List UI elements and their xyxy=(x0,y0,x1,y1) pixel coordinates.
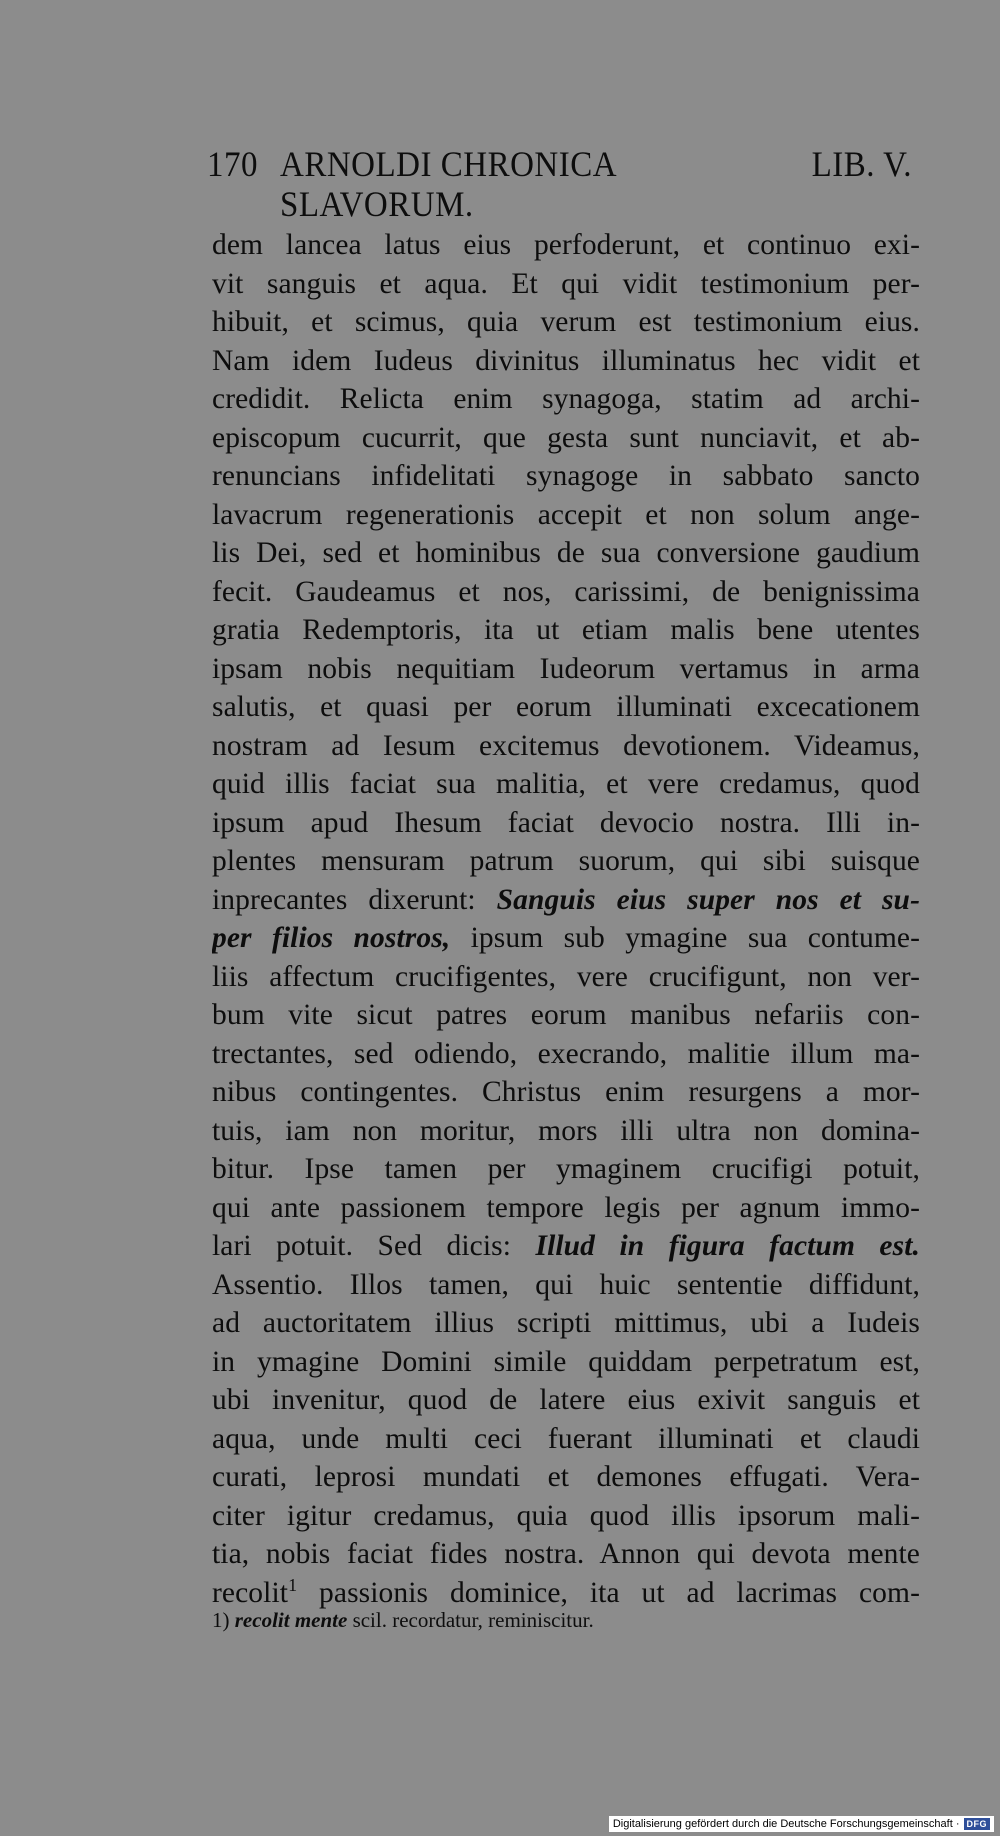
text-line: lis Dei, sed et hominibus de sua conversione gaudium xyxy=(212,537,920,569)
text-line: Nam idem Iudeus divinitus illuminatus hec vidit et xyxy=(212,344,920,377)
text-line: qui ante passionem tempore legis per agnum immo- xyxy=(212,1191,920,1224)
text-line xyxy=(212,1574,920,1613)
line-text: lari potuit. Sed dicis: xyxy=(212,1230,536,1262)
text-line: plentes mensuram patrum suorum, qui sibi suisque xyxy=(212,845,920,877)
text-line: renuncians infidelitati synagoge in sabbato sancto xyxy=(212,460,920,492)
text-line: nostram ad Iesum excitemus devotionem. Videamus, xyxy=(212,729,920,762)
text-line: aqua, unde multi ceci fuerant illuminati et claudi xyxy=(212,1422,920,1455)
text-line xyxy=(212,1227,920,1266)
text-line: Assentio. Illos tamen, qui huic sententie diffidunt, xyxy=(212,1268,920,1301)
dfg-logo-icon: DFG xyxy=(964,1818,991,1830)
book-number: LIB. V. xyxy=(811,146,912,185)
italic-quotation: Sanguis eius super nos et su- xyxy=(496,883,920,916)
footnote xyxy=(212,1608,594,1633)
text-line: tuis, iam non moritur, mors illi ultra non domina- xyxy=(212,1114,920,1147)
text-line: fecit. Gaudeamus et nos, carissimi, de benignissima xyxy=(212,575,920,608)
footnote-text: scil. recordatur, reminiscitur. xyxy=(347,1608,594,1632)
text-line: hibuit, et scimus, quia verum est testimonium eius. xyxy=(212,306,920,338)
text-line: dem lancea latus eius perfoderunt, et continuo exi- xyxy=(212,229,920,261)
text-line: ipsum apud Ihesum faciat devocio nostra. Illi in- xyxy=(212,806,920,839)
text-line: bitur. Ipse tamen per ymaginem crucifigi potuit, xyxy=(212,1153,920,1185)
line-text: ipsum sub ymagine sua contume- xyxy=(450,922,920,954)
text-line: in ymagine Domini simile quiddam perpetratum est, xyxy=(212,1345,920,1378)
text-line: citer igitur credamus, quia quod illis ipsorum mali- xyxy=(212,1499,920,1532)
text-line: episcopum cucurrit, que gesta sunt nunciavit, et ab- xyxy=(212,421,920,454)
text-line xyxy=(212,919,920,958)
text-line: lavacrum regenerationis accepit et non solum ange- xyxy=(212,498,920,531)
line-text: inprecantes dixerunt: xyxy=(212,883,497,916)
italic-quotation: Illud in figura factum est. xyxy=(535,1230,920,1262)
running-title: ARNOLDI CHRONICA SLAVORUM. xyxy=(280,146,616,225)
text-line: trectantes, sed odiendo, execrando, malitie illum ma- xyxy=(212,1037,920,1070)
line-text: recolit xyxy=(212,1576,289,1609)
text-line xyxy=(212,881,920,920)
footnote-number: 1) xyxy=(212,1608,230,1632)
credit-text: Digitalisierung gefördert durch die Deutsche Forschungsgemeinschaft · xyxy=(612,1818,960,1830)
line-text: passionis dominice, ita ut ad lacrimas com- xyxy=(297,1576,920,1609)
page-header xyxy=(207,146,912,226)
page-number: 170 xyxy=(207,146,258,185)
text-line: salutis, et quasi per eorum illuminati excecationem xyxy=(212,691,920,723)
digitization-credit xyxy=(609,1816,994,1832)
text-line: tia, nobis faciat fides nostra. Annon qui devota mente xyxy=(212,1538,920,1570)
footnote-marker: 1 xyxy=(288,1574,298,1595)
text-line: gratia Redemptoris, ita ut etiam malis bene utentes xyxy=(212,614,920,646)
text-line: quid illis faciat sua malitia, et vere credamus, quod xyxy=(212,768,920,800)
text-line: credidit. Relicta enim synagoga, statim ad archi- xyxy=(212,383,920,415)
text-line: ipsam nobis nequitiam Iudeorum vertamus in arma xyxy=(212,652,920,685)
text-line: ad auctoritatem illius scripti mittimus, ubi a Iudeis xyxy=(212,1307,920,1339)
text-line: curati, leprosi mundati et demones effugati. Vera- xyxy=(212,1461,920,1493)
footnote-lemma: recolit mente xyxy=(234,1608,348,1632)
text-line: liis affectum crucifigentes, vere crucifigunt, non ver- xyxy=(212,960,920,993)
italic-quotation: per filios nostros, xyxy=(212,922,451,954)
text-line: ubi invenitur, quod de latere eius exivit sanguis et xyxy=(212,1384,920,1416)
text-line: nibus contingentes. Christus enim resurgens a mor- xyxy=(212,1076,920,1108)
body-text xyxy=(212,226,920,1612)
text-line: bum vite sicut patres eorum manibus nefariis con- xyxy=(212,999,920,1031)
text-line: vit sanguis et aqua. Et qui vidit testimonium per- xyxy=(212,267,920,300)
